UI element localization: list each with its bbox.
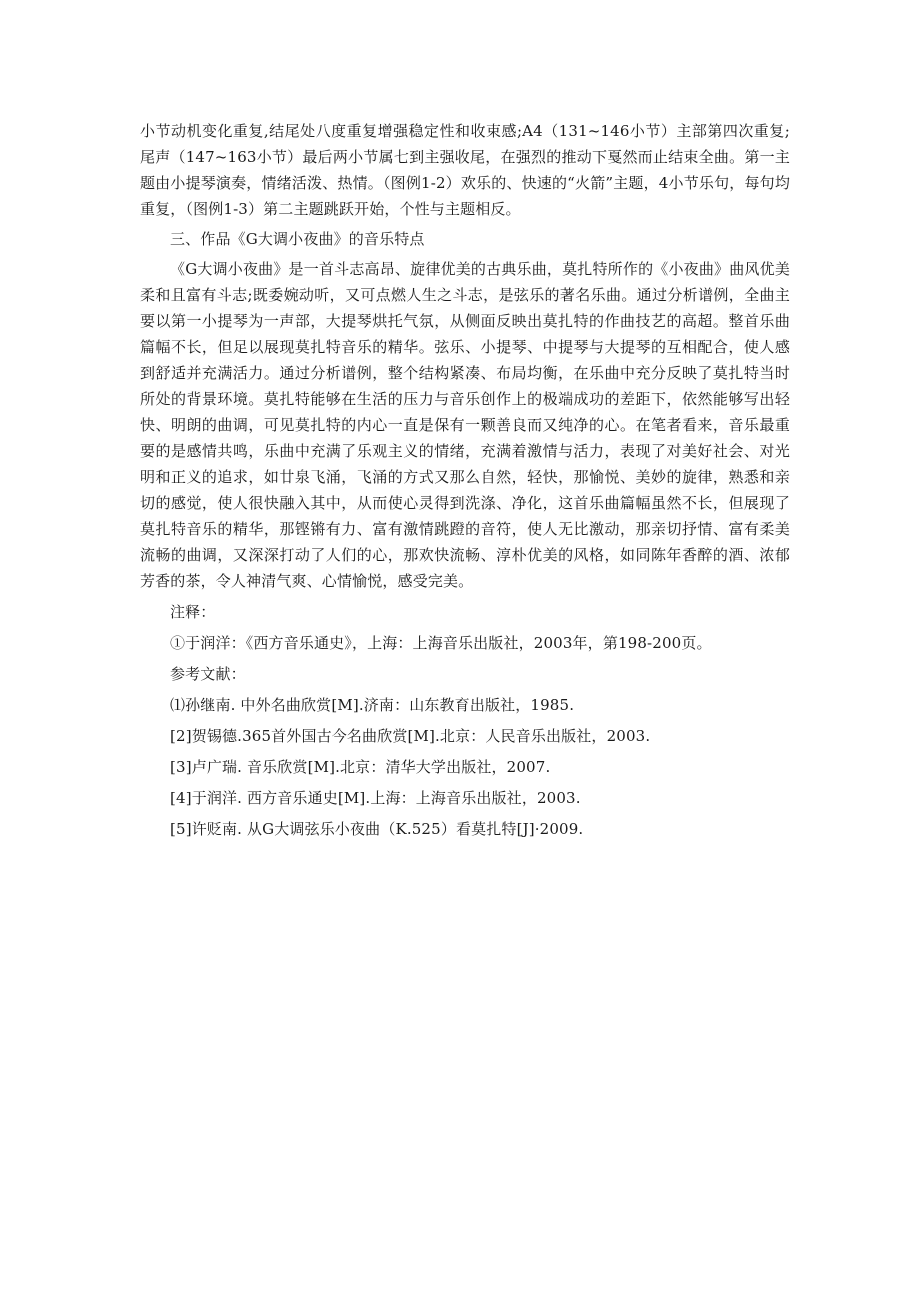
reference-item-1: ⑴孙继南. 中外名曲欣赏[M].济南：山东教育出版社，1985. xyxy=(170,696,575,714)
paragraph-music-features: 《G大调小夜曲》是一首斗志高昂、旋律优美的古典乐曲，莫扎特所作的《小夜曲》曲风优美柔和且富有斗志;既委婉动听，又可点燃人生之斗志，是弦乐的著名乐曲。通过分析谱例，全曲主要以第一小提琴为一声部，大提琴烘托气氛，从侧面反映出莫扎特的作曲技艺的高超。整首乐曲篇幅不长，但足以展现莫扎特音乐的精华。弦乐、小提琴、中提琴与大提琴的互相配合，使人感到舒适并充满活力。通过分析谱例，整个结构紧凑、布局均衡，在乐曲中充分反映了莫扎特当时所处的背景环境。莫扎特能够在生活的压力与音乐创作上的极端成功的差距下，依然能够写出轻快、明朗的曲调，可见莫扎特的内心一直是保有一颗善良而又纯净的心。在笔者看来，音乐最重要的是感情共鸣，乐曲中充满了乐观主义的情绪，充满着激情与活力，表现了对美好社会、对光明和正义的追求，如廿泉飞涌，飞涌的方式又那么自然，轻快，那愉悦、美妙的旋律，熟悉和亲切的感觉，使人很快融入其中，从而使心灵得到洗涤、净化，这首乐曲篇幅虽然不长，但展现了莫扎特音乐的精华，那铿锵有力、富有激情跳蹬的音符，使人无比激动，那亲切抒情、富有柔美流畅的曲调，又深深打动了人们的心，那欢快流畅、淳朴优美的风格，如同陈年香醉的酒、浓郁芳香的茶，令人神清气爽、心情愉悦，感受完美。 xyxy=(140,260,790,590)
section-heading: 三、作品《G大调小夜曲》的音乐特点 xyxy=(170,230,425,248)
reference-item-3: [3]卢广瑞. 音乐欣赏[M].北京：清华大学出版社，2007. xyxy=(170,758,551,776)
reference-item-4: [4]于润洋. 西方音乐通史[M].上海：上海音乐出版社，2003. xyxy=(170,789,581,807)
notes-heading: 注释： xyxy=(170,603,216,621)
reference-item-2: [2]贺锡德.365首外国古今名曲欣赏[M].北京：人民音乐出版社，2003. xyxy=(170,727,651,745)
document-body xyxy=(140,118,790,842)
paragraph-continuation: 小节动机变化重复,结尾处八度重复增强稳定性和收束感;A4（131~146小节）主部第四次重复;尾声（147~163小节）最后两小节属七到主强收尾，在强烈的推动下戛然而止结束全曲。第一主题由小提琴演奏，情绪活泼、热情。（图例1-2）欢乐的、快速的“火箭”主题，4小节乐句，每句均重复，（图例1-3）第二主题跳跃开始，个性与主题相反。 xyxy=(140,122,790,218)
footnote-1: ①于润洋：《西方音乐通史》，上海：上海音乐出版社，2003年，第198-200页。 xyxy=(170,634,712,652)
references-heading: 参考文献： xyxy=(170,665,246,683)
reference-item-5: [5]许贬南. 从G大调弦乐小夜曲（K.525）看莫扎特[J]·2009. xyxy=(170,820,584,838)
